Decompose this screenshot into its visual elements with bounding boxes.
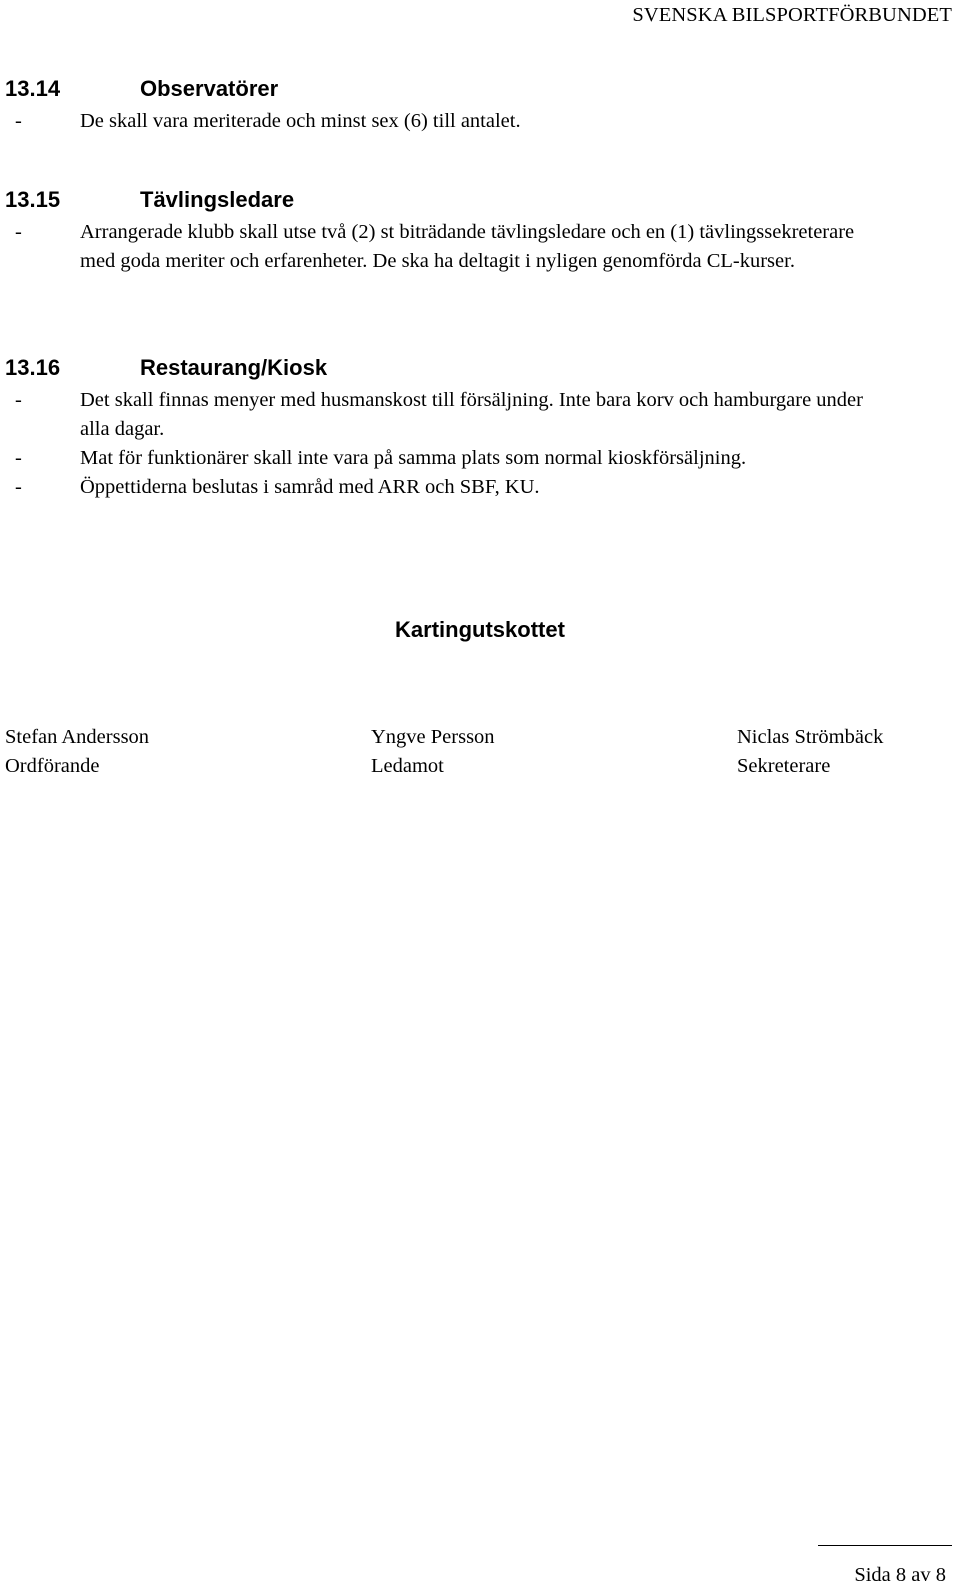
section-observatorer xyxy=(5,75,945,136)
list-item xyxy=(5,386,870,444)
list-item-text: Det skall finnas menyer med husmanskost till försäljning. Inte bara korv och hamburgare under alla dagar. xyxy=(80,389,863,440)
list-item-text: De skall vara meriterade och minst sex (6) till antalet. xyxy=(80,110,521,132)
list-item-text: Arrangerade klubb skall utse två (2) st biträdande tävlingsledare och en (1) tävlingssekreterare med goda meriter och erfarenheter. De ska ha deltagit i nyligen genomförda CL-kurser. xyxy=(80,221,855,272)
signatory-name: Niclas Strömbäck xyxy=(737,726,884,748)
signature-block xyxy=(737,723,883,781)
page-number: Sida 8 av 8 xyxy=(854,1564,946,1586)
section-title: Observatörer xyxy=(140,76,279,101)
section-heading xyxy=(5,354,945,382)
footer-divider xyxy=(818,1545,952,1546)
committee-title: Kartingutskottet xyxy=(395,617,565,642)
section-restaurang-kiosk xyxy=(5,354,945,502)
section-heading xyxy=(5,186,945,214)
list-item xyxy=(5,107,945,136)
page-header: SVENSKA BILSPORTFÖRBUNDET xyxy=(632,4,952,26)
signatory-role: Ordförande xyxy=(5,755,100,777)
signatory-name: Stefan Andersson xyxy=(5,726,150,748)
signature-block xyxy=(5,723,149,781)
signatory-name: Yngve Persson xyxy=(371,726,495,748)
list-dash: - xyxy=(15,389,22,411)
section-number: 13.16 xyxy=(5,355,61,380)
section-heading xyxy=(5,75,945,103)
signature-block xyxy=(371,723,495,781)
section-title: Tävlingsledare xyxy=(140,187,295,212)
section-number: 13.14 xyxy=(5,76,61,101)
list-item-text: Mat för funktionärer skall inte vara på samma plats som normal kioskförsäljning. xyxy=(80,447,747,469)
signatory-role: Sekreterare xyxy=(737,755,831,777)
list-dash: - xyxy=(15,221,22,243)
list-dash: - xyxy=(15,476,22,498)
section-tavlingsledare xyxy=(5,186,945,276)
list-item xyxy=(5,473,945,502)
list-dash: - xyxy=(15,110,22,132)
list-item-text: Öppettiderna beslutas i samråd med ARR och SBF, KU. xyxy=(80,476,540,498)
list-item xyxy=(5,444,945,473)
section-title: Restaurang/Kiosk xyxy=(140,355,328,380)
list-dash: - xyxy=(15,447,22,469)
list-item xyxy=(5,218,880,276)
section-number: 13.15 xyxy=(5,187,61,212)
signatory-role: Ledamot xyxy=(371,755,444,777)
